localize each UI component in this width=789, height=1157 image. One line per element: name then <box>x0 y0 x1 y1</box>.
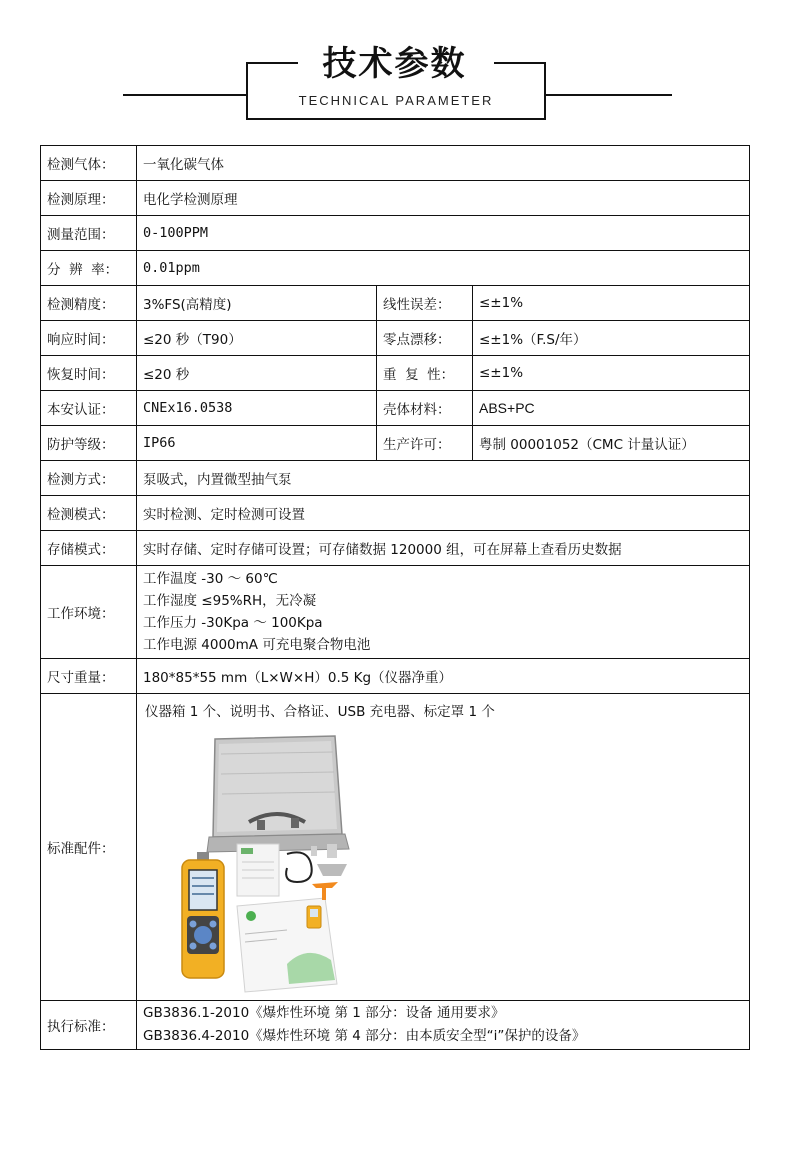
row-value-2: ≤±1% <box>473 286 750 321</box>
row-label: 尺寸重量： <box>41 659 137 694</box>
row-label: 分 辨 率： <box>41 251 137 286</box>
env-line: 工作温度 -30 ～ 60℃ <box>143 571 278 587</box>
row-label: 本安认证： <box>41 391 137 426</box>
row-value: 3%FS(高精度) <box>137 286 377 321</box>
usb-cable-image <box>286 846 317 882</box>
row-label-2: 生产许可： <box>377 426 473 461</box>
row-value: ≤20 秒 <box>137 356 377 391</box>
row-label-2: 线性误差： <box>377 286 473 321</box>
row-label: 检测模式： <box>41 496 137 531</box>
header-rule-right <box>546 94 672 96</box>
row-value: 实时存储、定时存储可设置；可存储数据 120000 组，可在屏幕上查看历史数据 <box>137 531 750 566</box>
env-line: 工作湿度 ≤95%RH，无冷凝 <box>143 593 317 609</box>
row-size <box>41 659 750 694</box>
row-value <box>137 1001 750 1050</box>
standard-line: GB3836.4-2010《爆炸性环境 第 4 部分：由本质安全型“i”保护的设备》 <box>143 1028 586 1044</box>
row-range <box>41 216 750 251</box>
row-value <box>137 694 750 1001</box>
row-value-2: ≤±1% <box>473 356 750 391</box>
header-rule-left <box>123 94 246 96</box>
row-label: 标准配件： <box>41 694 137 1001</box>
row-cert <box>41 391 750 426</box>
row-label: 检测气体： <box>41 146 137 181</box>
row-value: CNEx16.0538 <box>137 391 377 426</box>
row-protection <box>41 426 750 461</box>
row-response <box>41 321 750 356</box>
row-label-2: 零点漂移： <box>377 321 473 356</box>
row-value: 180*85*55 mm（L×W×H）0.5 Kg（仪器净重） <box>137 659 750 694</box>
row-value: 泵吸式，内置微型抽气泵 <box>137 461 750 496</box>
row-label-2: 壳体材料： <box>377 391 473 426</box>
row-label: 执行标准： <box>41 1001 137 1050</box>
row-value: ≤20 秒（T90） <box>137 321 377 356</box>
product-photo <box>137 694 557 994</box>
row-value: 实时检测、定时检测可设置 <box>137 496 750 531</box>
row-value-2: 粤制 00001052（CMC 计量认证） <box>473 426 750 461</box>
row-mode <box>41 496 750 531</box>
instrument-case-image <box>207 736 349 852</box>
row-label: 检测方式： <box>41 461 137 496</box>
row-value-2: ABS+PC <box>473 391 750 426</box>
page-subtitle: TECHNICAL PARAMETER <box>298 93 494 108</box>
orange-cap-image <box>312 882 338 900</box>
row-value: 0.01ppm <box>137 251 750 286</box>
row-value: 电化学检测原理 <box>137 181 750 216</box>
spec-table <box>40 145 750 1050</box>
row-label: 检测精度： <box>41 286 137 321</box>
row-label: 工作环境： <box>41 566 137 659</box>
row-label-2: 重 复 性： <box>377 356 473 391</box>
row-accuracy <box>41 286 750 321</box>
row-label: 检测原理： <box>41 181 137 216</box>
row-storage <box>41 531 750 566</box>
row-value <box>137 566 750 659</box>
env-line: 工作压力 -30Kpa ～ 100Kpa <box>143 615 323 631</box>
page-title: 技术参数 <box>322 44 467 84</box>
row-label: 响应时间： <box>41 321 137 356</box>
row-method <box>41 461 750 496</box>
row-env <box>41 566 750 659</box>
row-gas <box>41 146 750 181</box>
standard-line: GB3836.1-2010《爆炸性环境 第 1 部分：设备 通用要求》 <box>143 1005 505 1021</box>
env-line: 工作电源 4000mA 可充电聚合物电池 <box>143 637 371 653</box>
row-label: 测量范围： <box>41 216 137 251</box>
row-value: 0-100PPM <box>137 216 750 251</box>
row-accessories <box>41 694 750 1001</box>
row-recovery <box>41 356 750 391</box>
row-value: 一氧化碳气体 <box>137 146 750 181</box>
row-value: IP66 <box>137 426 377 461</box>
gas-detector-image <box>182 852 224 978</box>
row-principle <box>41 181 750 216</box>
row-value-2: ≤±1%（F.S/年） <box>473 321 750 356</box>
certificate-image <box>237 844 279 896</box>
row-label: 恢复时间： <box>41 356 137 391</box>
row-label: 存储模式： <box>41 531 137 566</box>
row-resolution <box>41 251 750 286</box>
manual-image <box>237 898 337 992</box>
row-standard <box>41 1001 750 1050</box>
row-label: 防护等级： <box>41 426 137 461</box>
accessories-text: 仪器箱 1 个、说明书、合格证、USB 充电器、标定罩 1 个 <box>145 704 495 720</box>
